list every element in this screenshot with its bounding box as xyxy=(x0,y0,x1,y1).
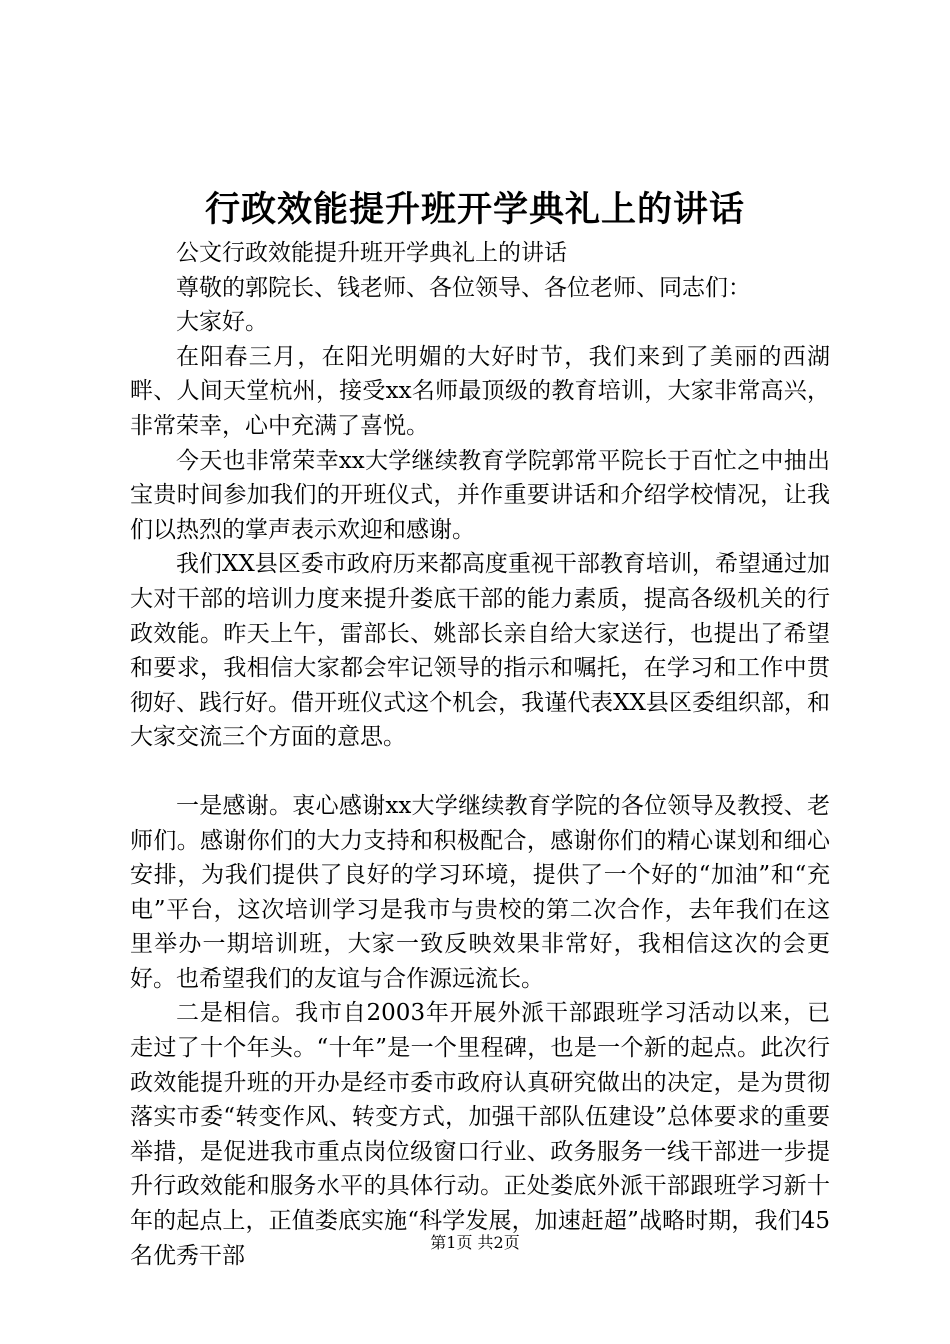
document-body xyxy=(130,236,830,1273)
paragraph: 今天也非常荣幸xx大学继续教育学院郭常平院长于百忙之中抽出宝贵时间参加我们的开班仪式，并作重要讲话和介绍学校情况，让我们以热烈的掌声表示欢迎和感谢。 xyxy=(130,447,830,543)
paragraph-point-one: 一是感谢。衷心感谢xx大学继续教育学院的各位领导及教授、老师们。感谢你们的大力支持和积极配合，感谢你们的精心谋划和细心安排，为我们提供了良好的学习环境，提供了一个好的“加油”和“充电”平台，这次培训学习是我市与贵校的第二次合作，去年我们在这里举办一期培训班，大家一致反映效果非常好，我相信这次的会更好。也希望我们的友谊与合作源远流长。 xyxy=(130,792,830,992)
paragraph-point-two: 二是相信。我市自2003年开展外派干部跟班学习活动以来，已走过了十个年头。“十年”是一个里程碑，也是一个新的起点。此次行政效能提升班的开办是经市委市政府认真研究做出的决定，是为贯彻落实市委“转变作风、转变方式，加强干部队伍建设”总体要求的重要举措，是促进我市重点岗位级窗口行业、政务服务一线干部进一步提升行政效能和服务水平的具体行动。正处娄底外派干部跟班学习新十年的起点上，正值娄底实施“科学发展，加速赶超”战略时期，我们45名优秀干部 xyxy=(130,1000,830,1269)
paragraph: 在阳春三月，在阳光明媚的大好时节，我们来到了美丽的西湖畔、人间天堂杭州，接受xx名师最顶级的教育培训，大家非常高兴，非常荣幸，心中充满了喜悦。 xyxy=(130,343,830,439)
paragraph-subtitle: 公文行政效能提升班开学典礼上的讲话 xyxy=(176,240,567,266)
paragraph: 我们XX县区委市政府历来都高度重视干部教育培训，希望通过加大对干部的培训力度来提升娄底干部的能力素质，提高各级机关的行政效能。昨天上午，雷部长、姚部长亲自给大家送行，也提出了希望和要求，我相信大家都会牢记领导的指示和嘱托，在学习和工作中贯彻好、践行好。借开班仪式这个机会，我谨代表XX县区委组织部，和大家交流三个方面的意思。 xyxy=(130,551,830,751)
document-title: 行政效能提升班开学典礼上的讲话 xyxy=(204,189,745,230)
page-number: 第1页 共2页 xyxy=(430,1233,520,1252)
paragraph-greeting: 大家好。 xyxy=(176,309,268,336)
paragraph-salutation: 尊敬的郭院长、钱老师、各位领导、各位老师、同志们： xyxy=(176,274,751,301)
